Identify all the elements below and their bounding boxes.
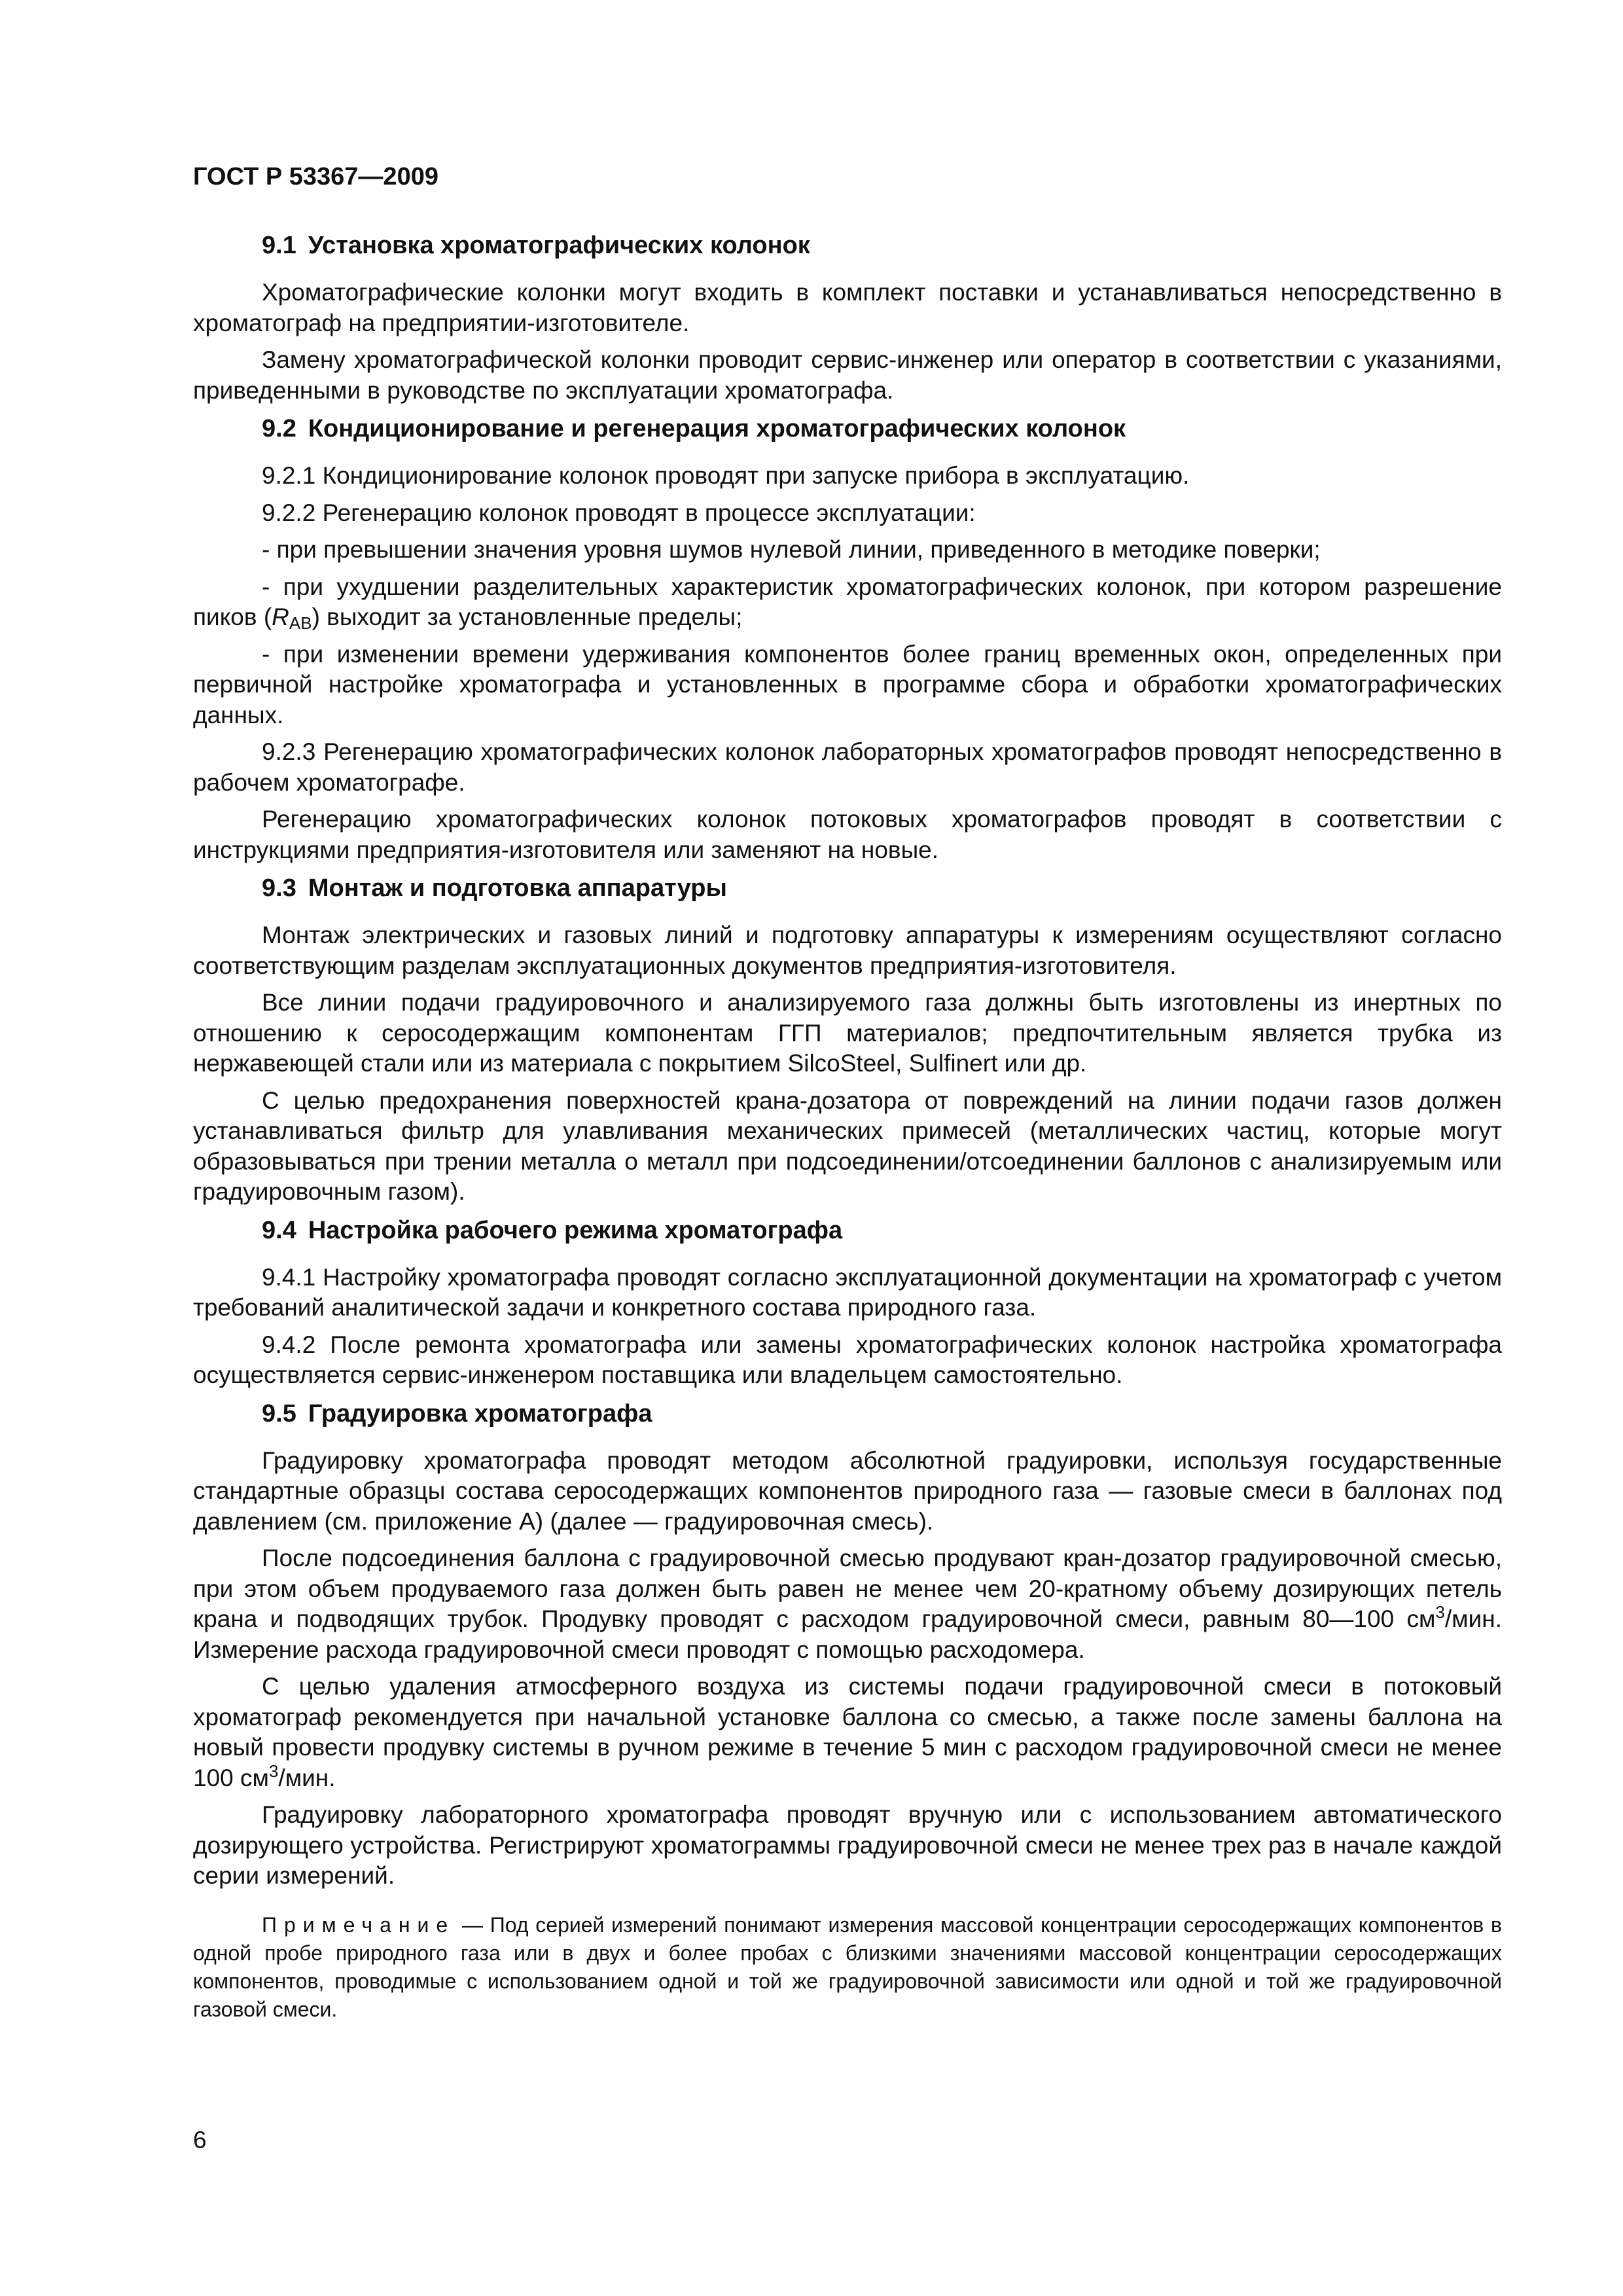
section-heading-9-1 xyxy=(193,229,1502,262)
section-heading-9-3 xyxy=(193,872,1502,905)
document-body xyxy=(193,228,1502,2030)
document-code-header: ГОСТ Р 53367—2009 xyxy=(193,163,438,190)
paragraph-9-2-3: 9.2.3 Регенерацию хроматографических колонок лабораторных хроматографов проводят непосредственно в рабочем хроматографе. xyxy=(193,738,1502,796)
section-heading-9-4 xyxy=(193,1214,1502,1247)
section-title: Настройка рабочего режима хроматографа xyxy=(308,1216,843,1244)
list-item: - при превышении значения уровня шумов нулевой линии, приведенного в методике поверки; xyxy=(262,536,1321,563)
section-heading-9-2 xyxy=(193,412,1502,445)
page-number: 6 xyxy=(193,2126,207,2153)
paragraph-text: /мин. Измерение расхода градуировочной смеси проводят с помощью расходомера. xyxy=(193,1605,1502,1663)
document-page xyxy=(193,0,1502,2296)
paragraph: Градуировку хроматографа проводят методом абсолютной градуировки, используя государственные стандартные образцы состава серосодержащих компонентов природного газа — газовые смеси в баллонах под давлением (см. приложение А) (далее — градуировочная смесь). xyxy=(193,1446,1502,1535)
section-title: Установка хроматографических колонок xyxy=(308,232,810,259)
paragraph-text: После подсоединения баллона с градуировочной смесью продувают кран-дозатор градуировочной смесью, при этом объем продуваемого газа должен быть равен не менее чем 20-кратному объему дозирующих петель крана и подводящих трубок. Продувку проводят с расходом градуировочной смеси, равным 80—100 см xyxy=(193,1545,1502,1632)
paragraph: Все линии подачи градуировочного и анализируемого газа должны быть изготовлены из инертных по отношению к серосодержащим компонентам ГГП материалов; предпочтительным является трубка из нержавеющей стали или из материала с покрытием SilcoSteel, Sulfinert или др. xyxy=(193,989,1502,1077)
paragraph: Хроматографические колонки могут входить в комплект поставки и устанавливаться непосредственно в хроматограф на предприятии-изготовителе. xyxy=(193,279,1502,336)
section-number: 9.1 xyxy=(262,232,296,259)
list-item: - при изменении времени удерживания компонентов более границ временных окон, определенных при первичной настройке хроматографа и установленных в программе сбора и обработки хроматографических данных. xyxy=(193,640,1502,728)
section-title: Монтаж и подготовка аппаратуры xyxy=(308,874,727,902)
paragraph-text: С целью удаления атмосферного воздуха из системы подачи градуировочной смеси в потоковый хроматограф рекомендуется при начальной установке баллона со смесью, а также после замены баллона на новый провести продувку системы в ручном режиме в течение 5 мин с расходом градуировочной смеси не менее 100 см xyxy=(193,1673,1502,1791)
paragraph-text: /мин. xyxy=(278,1764,336,1791)
list-item-text: ) выходит за установленные пределы; xyxy=(312,603,743,630)
note-label: Примечание xyxy=(262,1912,455,1937)
unit-superscript: 3 xyxy=(268,1761,279,1781)
paragraph-9-4-2: 9.4.2 После ремонта хроматографа или замены хроматографических колонок настройка хроматографа осуществляется сервис-инженером поставщика или владельцем самостоятельно. xyxy=(193,1331,1502,1388)
paragraph xyxy=(193,1672,1502,1793)
section-number: 9.3 xyxy=(262,874,296,902)
unit-superscript: 3 xyxy=(1435,1602,1445,1622)
paragraph: Градуировку лабораторного хроматографа проводят вручную или с использованием автоматического дозирующего устройства. Регистрируют хроматограммы градуировочной смеси не менее трех раз в начале каждой серии измерений. xyxy=(193,1801,1502,1889)
section-title: Градуировка хроматографа xyxy=(308,1399,652,1427)
paragraph-9-4-1: 9.4.1 Настройку хроматографа проводят согласно эксплуатационной документации на хроматограф с учетом требований аналитической задачи и конкретного состава природного газа. xyxy=(193,1263,1502,1321)
list-item-text: - при ухудшении разделительных характеристик хроматографических колонок, при котором разрешение пиков ( xyxy=(193,573,1502,630)
paragraph-9-2-2: 9.2.2 Регенерацию колонок проводят в процессе эксплуатации: xyxy=(262,499,976,526)
paragraph: Регенерацию хроматографических колонок потоковых хроматографов проводят в соответствии с инструкциями предприятия-изготовителя или заменяют на новые. xyxy=(193,806,1502,863)
note-text: — Под серией измерений понимают измерения массовой концентрации серосодержащих компонентов в одной пробе природного газа или в двух и более пробах с близкими значениями массовой концентрации серосодержащих компонентов, проводимые с использованием одной и той же градуировочной зависимости или одной и той же градуировочной газовой смеси. xyxy=(193,1912,1502,2021)
paragraph xyxy=(193,1543,1502,1665)
resolution-subscript: AB xyxy=(289,613,312,633)
paragraph: Монтаж электрических и газовых линий и подготовку аппаратуры к измерениям осуществляют согласно соответствующим разделам эксплуатационных документов предприятия-изготовителя. xyxy=(193,922,1502,979)
paragraph-9-2-1: 9.2.1 Кондиционирование колонок проводят при запуске прибора в эксплуатацию. xyxy=(262,462,1190,489)
section-number: 9.5 xyxy=(262,1399,296,1427)
list-item xyxy=(193,572,1502,633)
section-title: Кондиционирование и регенерация хроматографических колонок xyxy=(308,415,1126,442)
resolution-variable: R xyxy=(272,603,289,630)
section-number: 9.2 xyxy=(262,415,296,442)
section-number: 9.4 xyxy=(262,1216,296,1244)
paragraph: Замену хроматографической колонки проводит сервис-инженер или оператор в соответствии с указаниями, приведенными в руководстве по эксплуатации хроматографа. xyxy=(193,346,1502,404)
section-heading-9-5 xyxy=(193,1397,1502,1430)
paragraph: С целью предохранения поверхностей крана-дозатора от повреждений на линии подачи газов должен устанавливаться фильтр для улавливания механических примесей (металлических частиц, которые могут образовываться при трении металла о металл при подсоединении/отсоединении баллонов с анализируемым или градуировочным газом). xyxy=(193,1086,1502,1205)
note-paragraph xyxy=(193,1911,1502,2024)
